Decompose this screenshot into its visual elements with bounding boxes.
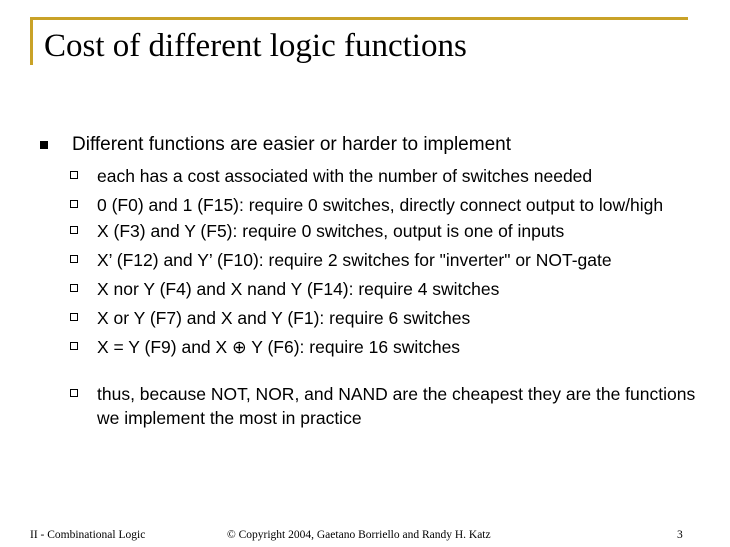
main-bullet-text: Different functions are easier or harder to implement	[72, 134, 511, 155]
main-bullet	[40, 132, 511, 158]
title-frame-left-border	[30, 17, 33, 65]
sub-bullet-text: X or Y (F7) and X and Y (F1): require 6 switches	[97, 308, 471, 328]
hollow-square-bullet-icon	[70, 171, 78, 179]
sub-bullet	[70, 191, 710, 217]
sub-bullet	[70, 246, 710, 275]
footer-copyright: © Copyright 2004, Gaetano Borriello and Randy H. Katz	[227, 529, 491, 541]
title-frame-top-border	[30, 17, 688, 20]
sub-bullet	[70, 275, 710, 304]
sub-bullet	[70, 304, 710, 333]
footer-section-label: II - Combinational Logic	[30, 529, 146, 541]
hollow-square-bullet-icon	[70, 313, 78, 321]
hollow-square-bullet-icon	[70, 255, 78, 263]
sub-bullet-text: X = Y (F9) and X ⊕ Y (F6): require 16 switches	[97, 337, 461, 357]
sub-bullet	[70, 333, 710, 362]
sub-bullet	[70, 217, 710, 246]
sub-bullet-text: each has a cost associated with the number of switches needed	[97, 166, 593, 186]
hollow-square-bullet-icon	[70, 226, 78, 234]
hollow-square-bullet-icon	[70, 342, 78, 350]
sub-bullet-text: X’ (F12) and Y’ (F10): require 2 switches for "inverter" or NOT-gate	[97, 250, 612, 270]
slide-title: Cost of different logic functions	[44, 28, 467, 64]
filled-square-bullet-icon	[40, 141, 48, 149]
sub-bullet-list	[70, 162, 710, 430]
hollow-square-bullet-icon	[70, 389, 78, 397]
sub-bullet-text: 0 (F0) and 1 (F15): require 0 switches, directly connect output to low/high	[97, 195, 664, 215]
sub-bullet	[70, 162, 710, 191]
hollow-square-bullet-icon	[70, 200, 78, 208]
sub-bullet-text: X (F3) and Y (F5): require 0 switches, output is one of inputs	[97, 221, 565, 241]
hollow-square-bullet-icon	[70, 284, 78, 292]
conclusion-text: thus, because NOT, NOR, and NAND are the cheapest they are the functions we implement the most in practice	[97, 384, 696, 428]
sub-bullet-text: X nor Y (F4) and X nand Y (F14): require 4 switches	[97, 279, 500, 299]
footer-page-number: 3	[677, 529, 683, 541]
conclusion-bullet	[70, 380, 710, 430]
